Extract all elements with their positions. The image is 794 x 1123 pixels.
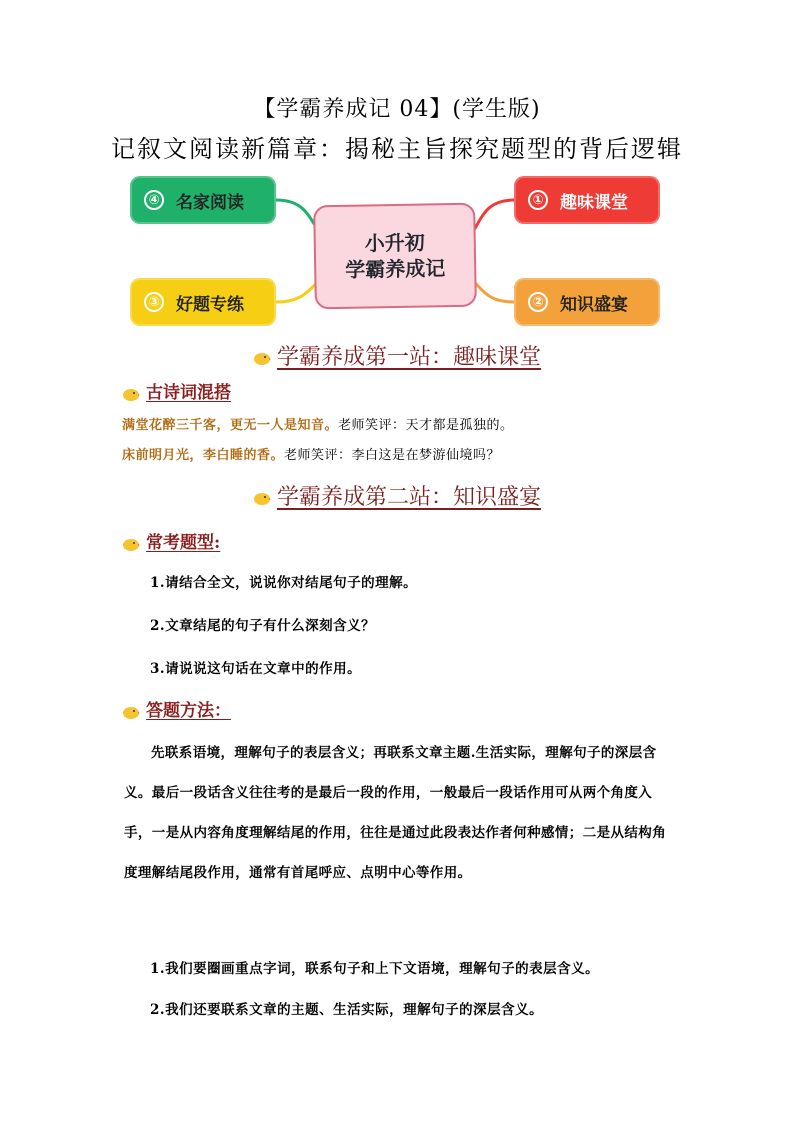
mindmap-center-line1: 小升初 [364,230,425,256]
question-item: 3.请说说这句话在文章中的作用。 [150,661,362,677]
question-item: 2.文章结尾的句子有什么深刻含义？ [150,618,376,634]
method-step: 2.我们还要联系文章的主题、生活实际，理解句子的深层含义。 [150,1002,544,1018]
mindmap-node-label: 知识盛宴 [560,294,628,315]
number-badge-icon: ① [528,190,548,210]
poem-text: 满堂花醉三千客，更无一人是知音。 [122,418,339,433]
mindmap-node-label: 趣味课堂 [560,192,628,213]
method-heading [122,696,231,721]
mindmap-node-fun-class [514,176,660,224]
teacher-comment: 老师笑评：李白这是在梦游仙境吗？ [284,448,501,463]
mindmap-node-reading [130,176,276,224]
station2-heading [0,480,794,511]
chick-icon [253,351,271,365]
poem-line [122,444,500,463]
mindmap-node-label: 名家阅读 [176,192,244,213]
station1-heading [0,340,794,371]
document-subtitle: 记叙文阅读新篇章：揭秘主旨探究题型的背后逻辑 [111,135,683,163]
mindmap-center [313,203,477,310]
common-types-title: 常考题型: [146,533,221,553]
method-step: 1.我们要圈画重点字词，联系句子和上下文语境，理解句子的表层含义。 [150,961,600,977]
method-paragraph: 先联系语境，理解句子的表层含义；再联系文章主题.生活实际，理解句子的深层含义。最后一段话含义往往考的是最后一段的作用，一般最后一段话作用可从两个角度入手，一是从内容角度理解结尾的作用，往往是通过此段表达作者何种感情；二是从结构角度理解结尾段作用，通常有首尾呼应、点明中心等作用。 [124,745,667,881]
number-badge-icon: ② [528,292,548,312]
method-title: 答题方法： [146,701,231,721]
mindmap-banner [128,170,662,330]
mindmap-node-label: 好题专练 [176,294,244,315]
chick-icon [122,537,140,551]
poem-mix-title: 古诗词混搭 [146,383,231,403]
poem-line [122,414,514,433]
chick-icon [253,491,271,505]
question-item: 1.请结合全文，说说你对结尾句子的理解。 [150,575,418,591]
number-badge-icon: ③ [144,292,164,312]
number-badge-icon: ④ [144,190,164,210]
station2-title: 学霸养成第二站：知识盛宴 [276,485,541,510]
poem-text: 床前明月光，李白睡的香。 [122,448,285,463]
document-title: 【学霸养成记 04】(学生版) [253,97,541,122]
station1-title: 学霸养成第一站：趣味课堂 [276,345,541,370]
chick-icon [122,705,140,719]
poem-mix-heading [122,378,231,403]
mindmap-node-practice [130,278,276,326]
teacher-comment: 老师笑评：天才都是孤独的。 [338,418,514,433]
mindmap-center-line2: 学霸养成记 [345,256,446,282]
mindmap-node-knowledge [514,278,660,326]
common-types-heading [122,528,220,553]
chick-icon [122,387,140,401]
